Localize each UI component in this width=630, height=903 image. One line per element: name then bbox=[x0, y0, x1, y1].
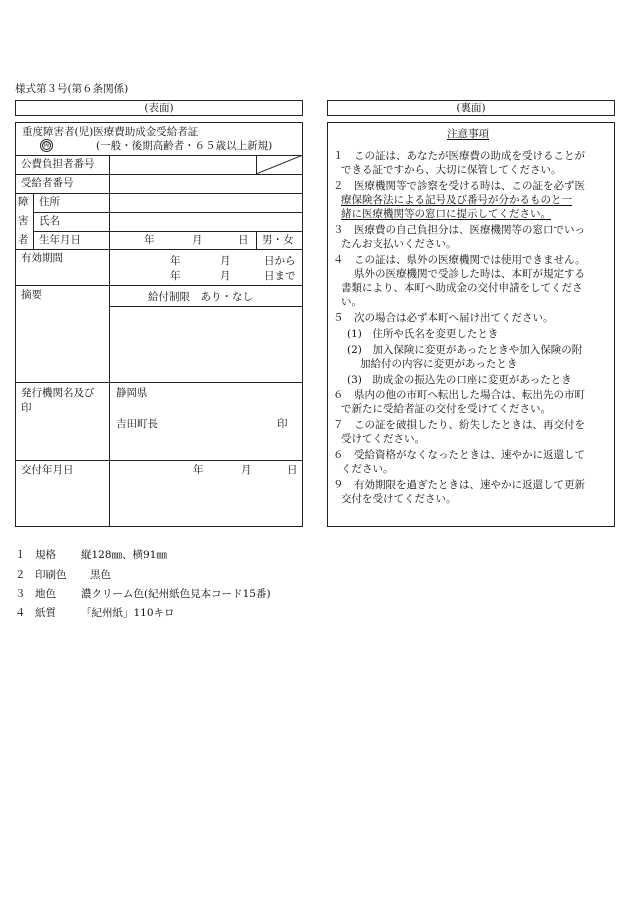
spec-label: 規格 bbox=[35, 549, 56, 561]
notice-line: い。 bbox=[341, 296, 362, 308]
issuer-label-line1: 発行機関名及び bbox=[21, 387, 95, 399]
issue-day: 日 bbox=[287, 464, 298, 476]
notice-line: 療保険各法による記号及び番号が分かるものと一 bbox=[341, 194, 572, 206]
issue-date-label: 交付年月日 bbox=[21, 464, 74, 476]
recipient-number-label: 受給者番号 bbox=[21, 177, 74, 189]
notice-line: ７ この証を破損したり、紛失したときは、再交付を bbox=[333, 419, 585, 431]
notice-line: 受けてください。 bbox=[341, 433, 425, 445]
birthdate-label: 生年月日 bbox=[39, 234, 81, 246]
birthdate-year: 年 bbox=[144, 234, 155, 246]
notice-line: ２ 医療機関等で診察を受ける時は、この証を必ず医 bbox=[333, 180, 585, 192]
notice-line: ９ 有効期限を過ぎたときは、速やかに返還して更新 bbox=[333, 479, 585, 491]
notice-line: で新たに受給者証の交付を受けてください。 bbox=[341, 403, 551, 415]
spec-value: 濃クリーム色(紀州紙色見本コード15番) bbox=[81, 588, 271, 600]
notice-line: ５ 次の場合は必ず本町へ届け出てください。 bbox=[333, 312, 554, 324]
disabled-label-2: 害 bbox=[18, 215, 29, 227]
payer-number-slash bbox=[256, 155, 303, 174]
front-header-text: (表面) bbox=[144, 102, 174, 114]
notice-line: (2) 加入保険に変更があったときや加入保険の附 bbox=[347, 344, 583, 356]
form-label: 様式第３号(第６条関係) bbox=[15, 83, 129, 95]
remarks-label: 摘要 bbox=[21, 289, 42, 301]
sex-options: 男・女 bbox=[262, 234, 294, 246]
notice-line: 書類により、本町へ助成金の交付申請をしてくださ bbox=[341, 282, 583, 294]
front-subtitle: (一般・後期高齢者・６５歳以上新規) bbox=[96, 140, 273, 152]
spec-number: ４ bbox=[15, 607, 26, 619]
validity-label: 有効期間 bbox=[21, 252, 63, 264]
validity-from-year: 年 bbox=[170, 255, 181, 267]
back-header bbox=[327, 100, 615, 116]
disability-seal-icon: 障 bbox=[40, 139, 53, 152]
back-header-text: (裏面) bbox=[456, 102, 486, 114]
notice-line: ください。 bbox=[341, 463, 394, 475]
notice-title: 注意事項 bbox=[447, 128, 489, 140]
notice-line: 交付を受けてください。 bbox=[341, 493, 457, 505]
validity-to-year: 年 bbox=[170, 270, 181, 282]
notice-line: たんお支払いください。 bbox=[341, 238, 457, 250]
spec-value: 「紀州紙」110キロ bbox=[81, 607, 175, 619]
notice-line: 緒に医療機関等の窓口に提示してください。 bbox=[341, 208, 551, 220]
front-header bbox=[15, 100, 303, 116]
issuer-prefecture: 静岡県 bbox=[116, 387, 148, 399]
spec-value: 黒色 bbox=[90, 569, 111, 581]
birthdate-month: 月 bbox=[192, 234, 203, 246]
spec-label: 紙質 bbox=[35, 607, 56, 619]
spec-label: 印刷色 bbox=[35, 569, 67, 581]
spec-number: ２ bbox=[15, 569, 26, 581]
front-title: 重度障害者(児)医療費助成金受給者証 bbox=[22, 126, 199, 138]
notice-line: ６ 県内の他の市町へ転出した場合は、転出先の市町 bbox=[333, 389, 585, 401]
validity-from-month: 月 bbox=[220, 255, 231, 267]
validity-to-month: 月 bbox=[220, 270, 231, 282]
issuer-mayor: 吉田町長 bbox=[116, 418, 158, 430]
notice-line: (3) 助成金の振込先の口座に変更があったとき bbox=[347, 374, 572, 386]
address-label: 住所 bbox=[39, 196, 60, 208]
issue-month: 月 bbox=[241, 464, 252, 476]
spec-label: 地色 bbox=[35, 588, 56, 600]
issuer-seal: 印 bbox=[277, 418, 288, 430]
issuer-label-line2: 印 bbox=[21, 402, 32, 414]
disabled-label-3: 者 bbox=[18, 234, 29, 246]
notice-line: １ この証は、あなたが医療費の助成を受けることが bbox=[333, 150, 585, 162]
validity-to-day: 日まで bbox=[264, 270, 296, 282]
name-label: 氏名 bbox=[39, 215, 60, 227]
spec-number: ３ bbox=[15, 588, 26, 600]
disabled-label-1: 障 bbox=[18, 196, 29, 208]
spec-number: １ bbox=[15, 549, 26, 561]
notice-line: 加給付の内容に変更があったとき bbox=[360, 358, 518, 370]
birthdate-day: 日 bbox=[238, 234, 249, 246]
notice-line: ４ この証は、県外の医療機関では使用できません。 bbox=[333, 254, 586, 266]
notice-line: (1) 住所や氏名を変更したとき bbox=[347, 328, 499, 340]
notice-line: 県外の医療機関で受診した時は、本町が規定する bbox=[354, 268, 585, 280]
payer-number-label: 公費負担者番号 bbox=[21, 158, 95, 170]
validity-from-day: 日から bbox=[264, 255, 296, 267]
notice-line: ３ 医療費の自己負担分は、医療機関等の窓口でいっ bbox=[333, 224, 585, 236]
notice-line: できる証ですから、大切に保管してください。 bbox=[341, 164, 562, 176]
benefit-limit: 給付制限 あり・なし bbox=[148, 291, 253, 303]
issue-year: 年 bbox=[193, 464, 204, 476]
spec-value: 縦128㎜、横91㎜ bbox=[81, 549, 167, 561]
notice-line: ６ 受給資格がなくなったときは、速やかに返還して bbox=[333, 449, 585, 461]
